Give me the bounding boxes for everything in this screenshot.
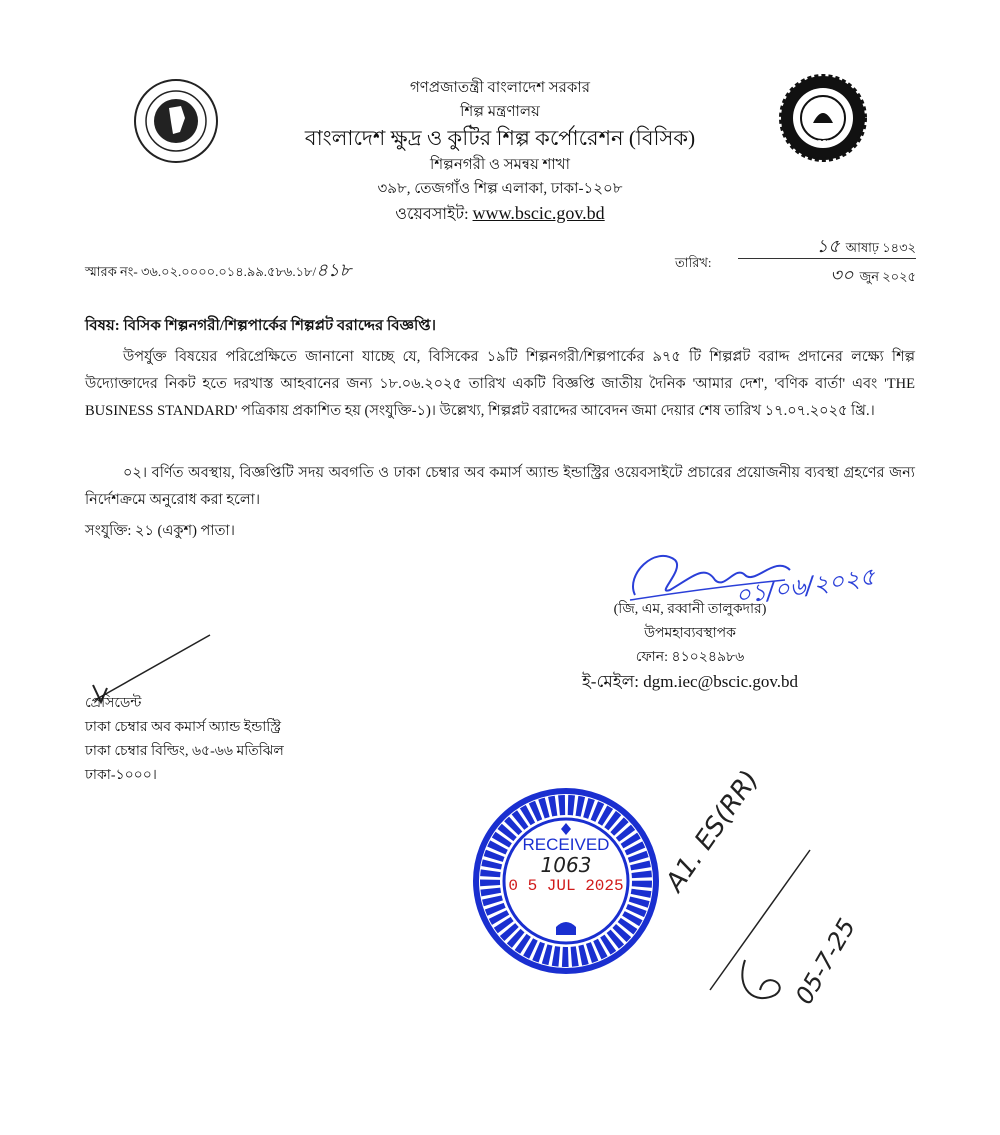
- handwritten-initials: [735, 950, 795, 1015]
- handwritten-note-line2: 05-7-25: [790, 913, 862, 1009]
- reference-label: স্মারক নং-: [85, 264, 138, 279]
- english-day: ৩০: [830, 265, 854, 286]
- addressee-block: [85, 692, 284, 788]
- bangla-day: ১৫: [816, 236, 840, 257]
- header-organization: বাংলাদেশ ক্ষুদ্র ও কুটির শিল্প কর্পোরেশন (বিসিক): [304, 126, 696, 150]
- attachment-note: সংযুক্তি: ২১ (একুশ) পাতা।: [85, 523, 235, 539]
- addressee-title: প্রেসিডেন্ট: [85, 696, 142, 711]
- government-seal-logo: [133, 78, 219, 164]
- header-address: ৩৯৮, তেজগাঁও শিল্প এলাকা, ঢাকা-১২০৮: [377, 181, 623, 197]
- reference-number: [85, 256, 351, 287]
- addressee-city: ঢাকা-১০০০।: [85, 768, 157, 783]
- stamp-title: RECEIVED: [522, 835, 610, 854]
- subject: বিষয়: বিসিক শিল্পনগরী/শিল্পপার্কের শিল্পপ্লট বরাদ্দের বিজ্ঞপ্তি।: [85, 318, 436, 334]
- signatory-email: ই-মেইল: dgm.iec@bscic.gov.bd: [581, 672, 799, 691]
- handwritten-note-line1: A1. ES(RR): [660, 765, 766, 898]
- date-label: তারিখ:: [675, 255, 712, 270]
- signatory-name: (জি, এম, রব্বানী তালুকদার): [613, 602, 767, 617]
- bangla-month-year: আষাঢ় ১৪৩২: [845, 240, 916, 255]
- header-branch: শিল্পনগরী ও সমন্বয় শাখা: [430, 157, 570, 173]
- stamp-number: 1063: [540, 853, 592, 877]
- website-label: ওয়েবসাইট:: [395, 206, 469, 223]
- english-month-year: জুন ২০২৫: [859, 269, 916, 284]
- addressee-building: ঢাকা চেম্বার বিল্ডিং, ৬৫-৬৬ মতিঝিল: [85, 744, 284, 759]
- signatory-designation: উপমহাব্যবস্থাপক: [644, 626, 736, 641]
- addressee-org: ঢাকা চেম্বার অব কমার্স অ্যান্ড ইন্ডাস্ট্রি: [85, 720, 281, 735]
- bscic-logo: [778, 73, 868, 163]
- date-block: [738, 232, 916, 285]
- body-paragraph-1: উপর্যুক্ত বিষয়ের পরিপ্রেক্ষিতে জানানো যাচ্ছে যে, বিসিকের ১৯টি শিল্পনগরী/শিল্পপার্কের ৯৭৫ টি শিল্পপ্লট বরাদ্দ প্রদানের লক্ষ্যে শিল্প উদ্যোক্তাদের নিকট হতে দরখাস্ত আহবানের জন্য ১৮.০৬.২০২৫ তারিখ একটি বিজ্ঞপ্তি জাতীয় দৈনিক 'আমার দেশ', 'বণিক বার্তা' এবং 'THE BUSINESS STANDARD' পত্রিকায় প্রকাশিত হয় (সংযুক্তি-১)। উল্লেখ্য, শিল্পপ্লট বরাদ্দের আবেদন জমা দেয়ার শেষ তারিখ ১৭.০৭.২০২৫ খ্রি.।: [85, 349, 915, 419]
- reference-value: ৩৬.০২.০০০০.০১৪.৯৯.৫৮৬.১৮/: [140, 264, 317, 279]
- stamp-date: 0 5 JUL 2025: [508, 877, 624, 895]
- header-website: [250, 201, 750, 228]
- signature-date: ০১/০৬/২০২৫: [733, 562, 877, 610]
- reference-handwritten: ৪১৮: [316, 260, 352, 281]
- signatory-block: [560, 598, 820, 694]
- header-government: গণপ্রজাতন্ত্রী বাংলাদেশ সরকার: [409, 80, 591, 96]
- header-ministry: শিল্প মন্ত্রণালয়: [460, 104, 540, 120]
- website-link[interactable]: www.bscic.gov.bd: [472, 203, 605, 223]
- signatory-phone: ফোন: ৪১০২৪৯৮৬: [635, 650, 745, 665]
- svg-text:BSCIC: BSCIC: [812, 140, 834, 147]
- body-paragraph-2: ০২। বর্ণিত অবস্থায়, বিজ্ঞপ্তিটি সদয় অবগতি ও ঢাকা চেম্বার অব কমার্স অ্যান্ড ইন্ডাস্ট্রির ওয়েবসাইটে প্রচারের প্রয়োজনীয় ব্যবস্থা গ্রহণের জন্য নির্দেশক্রমে অনুরোধ করা হলো।: [85, 465, 915, 508]
- received-stamp: [470, 785, 662, 977]
